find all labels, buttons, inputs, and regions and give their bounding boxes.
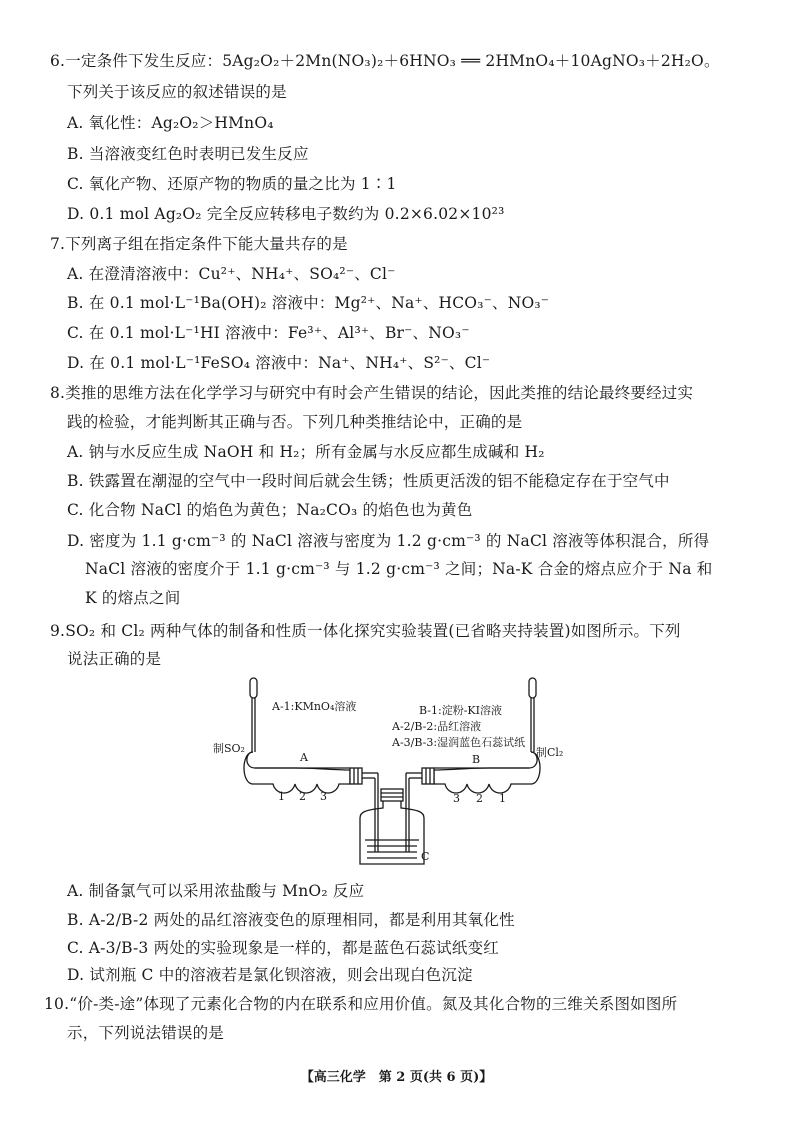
q8-option-d-line3: K 的熔点之间 [85, 589, 181, 607]
q9-option-b: B. A-2/B-2 两处的品红溶液变色的原理相同，都是利用其氧化性 [67, 911, 515, 929]
label-b1-starch-ki: B-1:淀粉-KI溶液 [419, 704, 502, 717]
label-ab2-fuchsin: A-2/B-2:品红溶液 [392, 720, 482, 733]
label-b-bulb-3: 3 [453, 792, 460, 805]
q10-stem-line2: 示，下列说法错误的是 [67, 1024, 225, 1042]
label-make-so2: 制SO₂ [213, 742, 245, 755]
label-a-bulb-3: 3 [320, 790, 327, 803]
label-tube-b: B [472, 753, 481, 766]
q6-option-c: C. 氧化产物、还原产物的物质的量之比为 1∶1 [67, 175, 397, 193]
q8-option-d-line2: NaCl 溶液的密度介于 1.1 g·cm⁻³ 与 1.2 g·cm⁻³ 之间；Na-K 合金的熔点应介于 Na 和 [85, 560, 713, 578]
label-make-cl2: 制Cl₂ [536, 746, 564, 759]
apparatus-diagram [195, 672, 575, 877]
label-tube-a: A [300, 751, 308, 764]
q7-option-d: D. 在 0.1 mol·L⁻¹FeSO₄ 溶液中：Na⁺、NH₄⁺、S²⁻、Cl⁻ [67, 354, 491, 372]
q7-option-c: C. 在 0.1 mol·L⁻¹HI 溶液中：Fe³⁺、Al³⁺、Br⁻、NO₃⁻ [67, 324, 470, 342]
label-a-bulb-2: 2 [299, 790, 306, 803]
q8-option-a: A. 钠与水反应生成 NaOH 和 H₂；所有金属与水反应都生成碱和 H₂ [67, 443, 545, 461]
q9-stem-line1: 9.SO₂ 和 Cl₂ 两种气体的制备和性质一体化探究实验装置(已省略夹持装置)如图所示。下列 [50, 622, 681, 640]
q8-option-d-line1: D. 密度为 1.1 g·cm⁻³ 的 NaCl 溶液与密度为 1.2 g·cm⁻³ 的 NaCl 溶液等体积混合，所得 [67, 532, 710, 550]
page-footer: 【高三化学 第 2 页(共 6 页)】 [300, 1070, 493, 1085]
q9-option-a: A. 制备氯气可以采用浓盐酸与 MnO₂ 反应 [67, 882, 365, 900]
label-a-bulb-1: 1 [278, 790, 285, 803]
q9-option-d: D. 试剂瓶 C 中的溶液若是氯化钡溶液，则会出现白色沉淀 [67, 966, 473, 984]
q10-stem-line1: 10.“价-类-途”体现了元素化合物的内在联系和应用价值。氮及其化合物的三维关系图如图所 [44, 995, 678, 1013]
q8-stem-line2: 践的检验，才能判断其正确与否。下列几种类推结论中，正确的是 [67, 413, 523, 431]
q8-option-c: C. 化合物 NaCl 的焰色为黄色；Na₂CO₃ 的焰色也为黄色 [67, 501, 473, 519]
label-ab3-litmus: A-3/B-3:湿润蓝色石蕊试纸 [392, 736, 526, 749]
label-a1-kmno4: A-1:KMnO₄溶液 [272, 700, 357, 713]
q6-stem-line2: 下列关于该反应的叙述错误的是 [67, 83, 287, 101]
q8-stem-line1: 8.类推的思维方法在化学学习与研究中有时会产生错误的结论，因此类推的结论最终要经过实 [50, 384, 694, 402]
q6-option-d: D. 0.1 mol Ag₂O₂ 完全反应转移电子数约为 0.2×6.02×10²³ [67, 205, 505, 223]
label-b-bulb-2: 2 [476, 792, 483, 805]
q6-option-b: B. 当溶液变红色时表明已发生反应 [67, 145, 309, 163]
q7-stem: 7.下列离子组在指定条件下能大量共存的是 [50, 235, 348, 253]
label-b-bulb-1: 1 [499, 792, 506, 805]
label-bottle-c: C [421, 850, 430, 863]
q7-option-b: B. 在 0.1 mol·L⁻¹Ba(OH)₂ 溶液中：Mg²⁺、Na⁺、HCO₃⁻、NO₃⁻ [67, 294, 550, 312]
q9-option-c: C. A-3/B-3 两处的实验现象是一样的，都是蓝色石蕊试纸变红 [67, 939, 499, 957]
q9-stem-line2: 说法正确的是 [67, 650, 162, 668]
apparatus-drawing [195, 672, 575, 877]
q8-option-b: B. 铁露置在潮湿的空气中一段时间后就会生锈；性质更活泼的铝不能稳定存在于空气中 [67, 472, 670, 490]
q6-option-a: A. 氧化性：Ag₂O₂＞HMnO₄ [67, 114, 274, 132]
q7-option-a: A. 在澄清溶液中：Cu²⁺、NH₄⁺、SO₄²⁻、Cl⁻ [67, 265, 396, 283]
q6-stem-line1: 6.一定条件下发生反应：5Ag₂O₂＋2Mn(NO₃)₂＋6HNO₃ ══ 2HMnO₄＋10AgNO₃＋2H₂O。 [50, 52, 720, 70]
